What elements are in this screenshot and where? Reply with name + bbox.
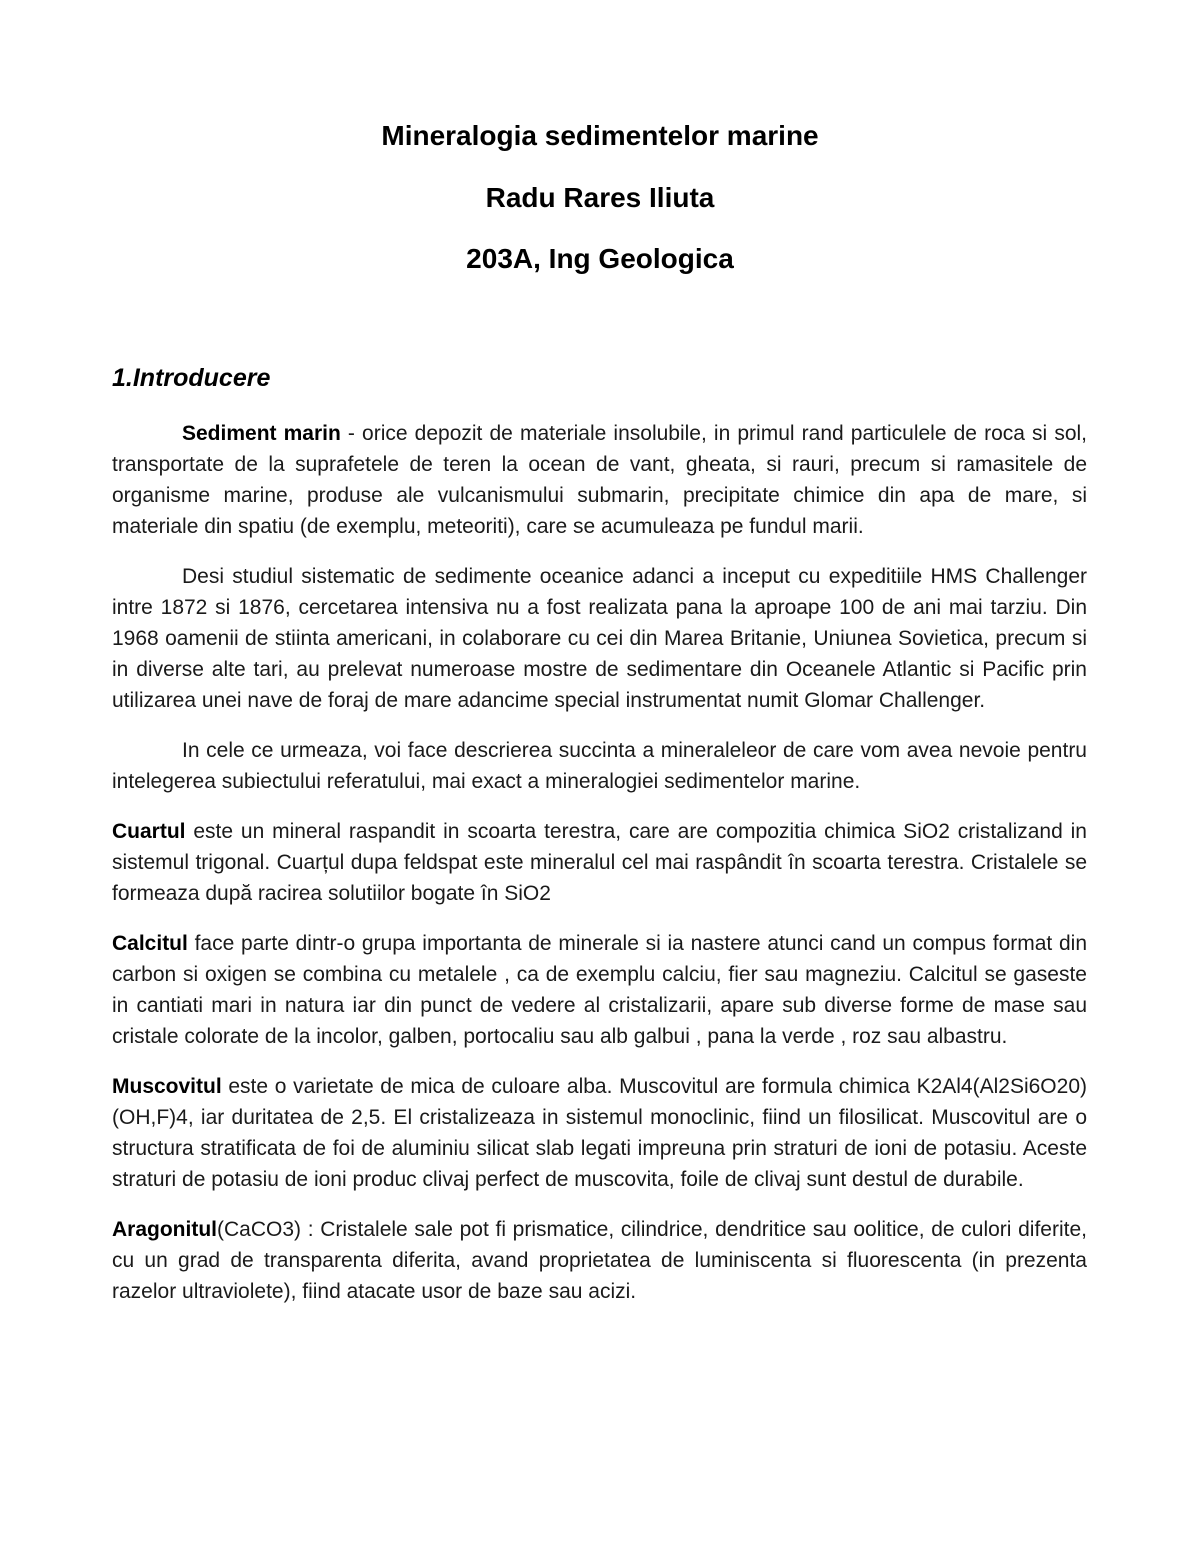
paragraph-text: face parte dintr-o grupa importanta de minerale si ia nastere atunci cand un compus format din carbon si oxigen se combina cu metalele , ca de exemplu calciu, fier sau magneziu. Calcitul se gaseste in cantiati mari in natura iar din punct de vedere al cristalizarii, apare sub diverse forme de mase sau cristale colorate de la incolor, galben, portocaliu sau alb galbui , pana la verde , roz sau albastru.: [112, 932, 1087, 1048]
paragraph-aragonitul: [112, 1214, 1087, 1307]
paragraph-text: In cele ce urmeaza, voi face descrierea succinta a mineraleleor de care vom avea nevoie pentru intelegerea subiectului referatului, mai exact a mineralogiei sedimentelor marine.: [112, 739, 1087, 793]
paragraph-lead: Cuartul: [112, 820, 186, 843]
paragraph-overview: [112, 735, 1087, 797]
paragraph-sediment-marin: [112, 418, 1087, 542]
paragraph-text: - orice depozit de materiale insolubile, in primul rand particulele de roca si sol, transportate de la suprafetele de teren la ocean de vant, gheata, si rauri, precum si ramasitele de organisme marine, produse ale vulcanismului submarin, precipitate chimice din apa de mare, si materiale din spatiu (de exemplu, meteoriti), care se acumuleaza pe fundul marii.: [112, 422, 1088, 538]
paragraph-cuartul: [112, 816, 1087, 909]
section-heading: 1.Introducere: [112, 364, 271, 392]
document-author: Radu Rares Iliuta: [485, 182, 715, 213]
paragraph-lead: Sediment marin: [182, 422, 341, 445]
document-body: [112, 418, 1087, 1326]
paragraph-text: este o varietate de mica de culoare alba. Muscovitul are formula chimica K2Al4(Al2Si6O20)(OH,F)4, iar duritatea de 2,5. El cristalizeaza in sistemul monoclinic, fiind un filosilicat. Muscovitul are o structura stratificata de foi de aluminiu silicat slab legati impreuna prin straturi de ioni de potasiu. Aceste straturi de potasiu de ioni produc clivaj perfect de muscovita, foile de clivaj sunt destul de durabile.: [112, 1075, 1087, 1191]
paragraph-text: (CaCO3) : Cristalele sale pot fi prismatice, cilindrice, dendritice sau oolitice, de culori diferite, cu un grad de transparenta diferita, avand proprietatea de luminiscenta si fluorescenta (in prezenta razelor ultraviolete), fiind atacate usor de baze sau acizi.: [112, 1218, 1087, 1303]
document-title: Mineralogia sedimentelor marine: [381, 120, 819, 151]
paragraph-calcitul: [112, 928, 1087, 1052]
paragraph-muscovitul: [112, 1071, 1087, 1195]
paragraph-text: este un mineral raspandit in scoarta terestra, care are compozitia chimica SiO2 cristalizand in sistemul trigonal. Cuarțul dupa feldspat este mineralul cel mai raspândit în scoarta terestra. Cristalele se formeaza după racirea solutiilor bogate în SiO2: [112, 820, 1087, 905]
document-group: 203A, Ing Geologica: [466, 243, 734, 274]
paragraph-lead: Muscovitul: [112, 1075, 222, 1098]
paragraph-text: Desi studiul sistematic de sedimente oceanice adanci a inceput cu expeditiile HMS Challenger intre 1872 si 1876, cercetarea intensiva nu a fost realizata pana la aproape 100 de ani mai tarziu. Din 1968 oamenii de stiinta americani, in colaborare cu cei din Marea Britanie, Uniunea Sovietica, precum si in diverse alte tari, au prelevat numeroase mostre de sedimentare din Oceanele Atlantic si Pacific prin utilizarea unei nave de foraj de mare adancime special instrumentat numit Glomar Challenger.: [112, 565, 1087, 712]
paragraph-lead: Aragonitul: [112, 1218, 217, 1241]
paragraph-lead: Calcitul: [112, 932, 188, 955]
paragraph-history: [112, 561, 1087, 716]
